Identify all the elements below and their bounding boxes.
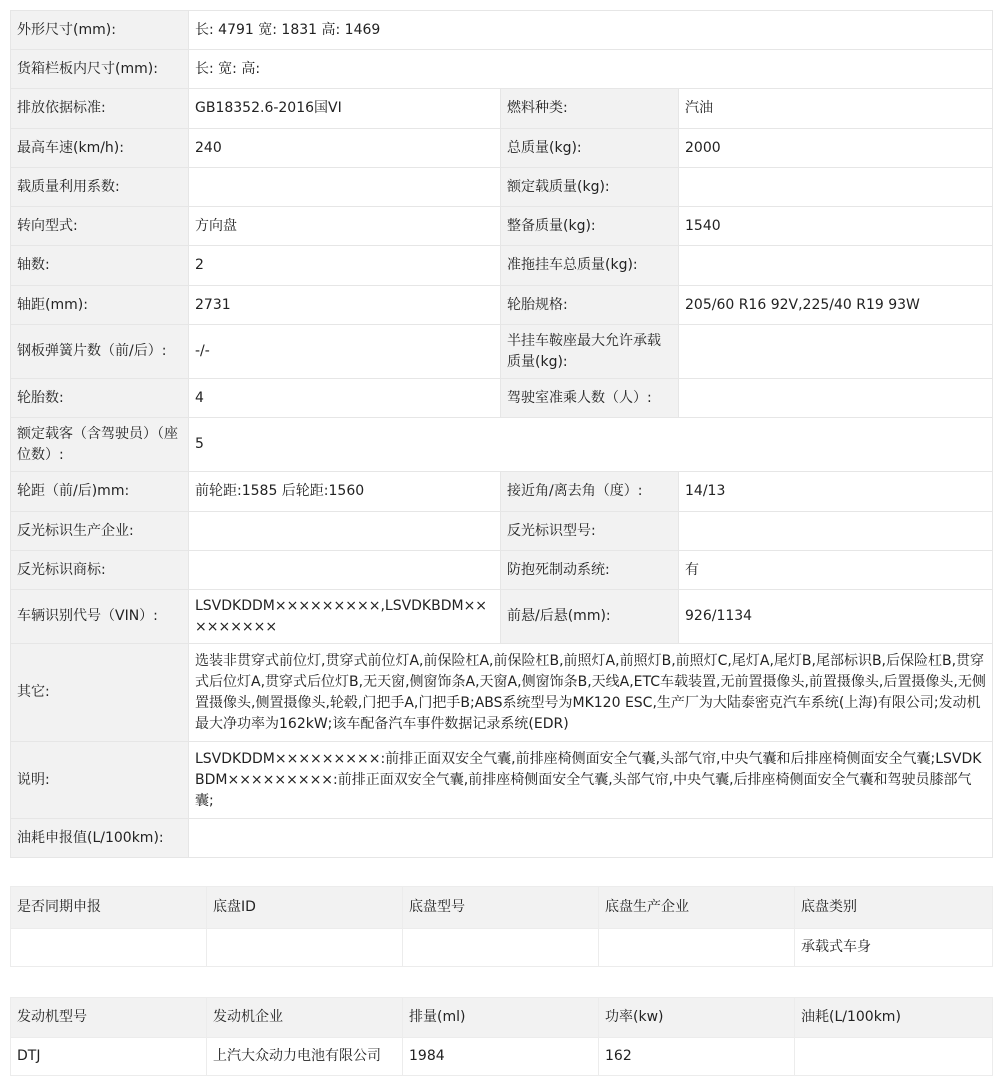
cab-capacity-value	[679, 379, 993, 418]
abs-value: 有	[679, 551, 993, 590]
wheelbase-value: 2731	[189, 286, 501, 325]
gross-mass-value: 2000	[679, 129, 993, 168]
chassis-table	[10, 886, 993, 967]
spec-row-track	[11, 472, 993, 512]
spec-row-seats	[11, 418, 993, 472]
cargo-box-value: 长: 宽: 高:	[189, 50, 993, 89]
spec-row-tires	[11, 379, 993, 418]
spec-row-axles	[11, 246, 993, 286]
angle-label: 接近角/离去角（度）:	[501, 472, 679, 512]
chassis-same-period-value	[11, 929, 207, 967]
other-value: 选装非贯穿式前位灯,贯穿式前位灯A,前保险杠A,前保险杠B,前照灯A,前照灯B,前照灯C,尾灯A,尾灯B,尾部标识B,后保险杠B,贯穿式后位灯A,贯穿式后位灯B,无天窗,侧窗饰条A,天窗A,侧窗饰条B,天线A,ETC车载装置,无前置摄像头,前置摄像头,后置摄像头,无侧置摄像头,侧置摄像头,轮毂,门把手A,门把手B;ABS系统型号为MK120 ESC,生产厂为大陆泰密克汽车系统(上海)有限公司;发动机最大净功率为162kW;该车配备汽车事件数据记录系统(EDR)	[189, 644, 993, 742]
axles-value: 2	[189, 246, 501, 286]
chassis-id-value	[207, 929, 403, 967]
trailer-mass-value	[679, 246, 993, 286]
leaf-springs-value: -/-	[189, 325, 501, 379]
tire-count-label: 轮胎数:	[11, 379, 189, 418]
tire-count-value: 4	[189, 379, 501, 418]
engine-header-row	[11, 998, 993, 1038]
saddle-load-value	[679, 325, 993, 379]
chassis-header-model: 底盘型号	[403, 887, 599, 929]
max-speed-value: 240	[189, 129, 501, 168]
spec-row-wheelbase	[11, 286, 993, 325]
overhang-label: 前悬/后悬(mm):	[501, 590, 679, 644]
gross-mass-label: 总质量(kg):	[501, 129, 679, 168]
reflector-maker-label: 反光标识生产企业:	[11, 512, 189, 551]
abs-label: 防抱死制动系统:	[501, 551, 679, 590]
engine-table	[10, 997, 993, 1076]
reflector-model-label: 反光标识型号:	[501, 512, 679, 551]
engine-displacement-value: 1984	[403, 1038, 599, 1076]
engine-fuel-value	[795, 1038, 993, 1076]
wheelbase-label: 轴距(mm):	[11, 286, 189, 325]
reflector-model-value	[679, 512, 993, 551]
chassis-data-row	[11, 929, 993, 967]
track-value: 前轮距:1585 后轮距:1560	[189, 472, 501, 512]
spec-row-steering	[11, 207, 993, 246]
tire-spec-value: 205/60 R16 92V,225/40 R19 93W	[679, 286, 993, 325]
engine-header-displacement: 排量(ml)	[403, 998, 599, 1038]
other-label: 其它:	[11, 644, 189, 742]
spec-row-dimensions	[11, 11, 993, 50]
rated-load-value	[679, 168, 993, 207]
engine-header-model: 发动机型号	[11, 998, 207, 1038]
chassis-model-value	[403, 929, 599, 967]
cab-capacity-label: 驾驶室准乘人数（人）:	[501, 379, 679, 418]
spec-row-other	[11, 644, 993, 742]
spec-row-reflector-maker	[11, 512, 993, 551]
engine-header-fuel: 油耗(L/100km)	[795, 998, 993, 1038]
fuel-declared-value	[189, 819, 993, 858]
track-label: 轮距（前/后)mm:	[11, 472, 189, 512]
reflector-brand-value	[189, 551, 501, 590]
spec-row-reflector-brand	[11, 551, 993, 590]
load-factor-value	[189, 168, 501, 207]
spec-row-leaf-springs	[11, 325, 993, 379]
saddle-load-label: 半挂车鞍座最大允许承载质量(kg):	[501, 325, 679, 379]
engine-model-value: DTJ	[11, 1038, 207, 1076]
fuel-type-value: 汽油	[679, 89, 993, 129]
engine-header-power: 功率(kw)	[599, 998, 795, 1038]
fuel-declared-label: 油耗申报值(L/100km):	[11, 819, 189, 858]
curb-mass-value: 1540	[679, 207, 993, 246]
reflector-brand-label: 反光标识商标:	[11, 551, 189, 590]
max-speed-label: 最高车速(km/h):	[11, 129, 189, 168]
chassis-header-row	[11, 887, 993, 929]
reflector-maker-value	[189, 512, 501, 551]
vin-label: 车辆识别代号（VIN）:	[11, 590, 189, 644]
engine-maker-value: 上汽大众动力电池有限公司	[207, 1038, 403, 1076]
cargo-box-label: 货箱栏板内尺寸(mm):	[11, 50, 189, 89]
chassis-header-type: 底盘类别	[795, 887, 993, 929]
vin-value: LSVDKDDM×××××××××,LSVDKBDM×××××××××	[189, 590, 501, 644]
spec-row-load-factor	[11, 168, 993, 207]
engine-header-maker: 发动机企业	[207, 998, 403, 1038]
engine-power-value: 162	[599, 1038, 795, 1076]
rated-load-label: 额定载质量(kg):	[501, 168, 679, 207]
seats-label: 额定载客（含驾驶员）（座位数）:	[11, 418, 189, 472]
load-factor-label: 载质量利用系数:	[11, 168, 189, 207]
chassis-header-maker: 底盘生产企业	[599, 887, 795, 929]
trailer-mass-label: 准拖挂车总质量(kg):	[501, 246, 679, 286]
steering-value: 方向盘	[189, 207, 501, 246]
spec-row-fuel-declared	[11, 819, 993, 858]
chassis-maker-value	[599, 929, 795, 967]
emission-value: GB18352.6-2016国VI	[189, 89, 501, 129]
fuel-type-label: 燃料种类:	[501, 89, 679, 129]
chassis-type-value: 承载式车身	[795, 929, 993, 967]
seats-value: 5	[189, 418, 993, 472]
engine-data-row	[11, 1038, 993, 1076]
overhang-value: 926/1134	[679, 590, 993, 644]
dimensions-value: 长: 4791 宽: 1831 高: 1469	[189, 11, 993, 50]
chassis-header-id: 底盘ID	[207, 887, 403, 929]
spec-row-vin	[11, 590, 993, 644]
spec-row-max-speed	[11, 129, 993, 168]
spec-row-note	[11, 742, 993, 819]
note-value: LSVDKDDM×××××××××:前排正面双安全气囊,前排座椅侧面安全气囊,头部气帘,中央气囊和后排座椅侧面安全气囊;LSVDKBDM×××××××××:前排正面双安全气囊,前排座椅侧面安全气囊,头部气帘,中央气囊,后排座椅侧面安全气囊和驾驶员膝部气囊;	[189, 742, 993, 819]
curb-mass-label: 整备质量(kg):	[501, 207, 679, 246]
tire-spec-label: 轮胎规格:	[501, 286, 679, 325]
spec-row-cargo-box	[11, 50, 993, 89]
leaf-springs-label: 钢板弹簧片数（前/后）:	[11, 325, 189, 379]
chassis-header-same-period: 是否同期申报	[11, 887, 207, 929]
emission-label: 排放依据标准:	[11, 89, 189, 129]
angle-value: 14/13	[679, 472, 993, 512]
spec-row-emission	[11, 89, 993, 129]
vehicle-spec-table	[10, 10, 993, 858]
note-label: 说明:	[11, 742, 189, 819]
dimensions-label: 外形尺寸(mm):	[11, 11, 189, 50]
steering-label: 转向型式:	[11, 207, 189, 246]
axles-label: 轴数:	[11, 246, 189, 286]
